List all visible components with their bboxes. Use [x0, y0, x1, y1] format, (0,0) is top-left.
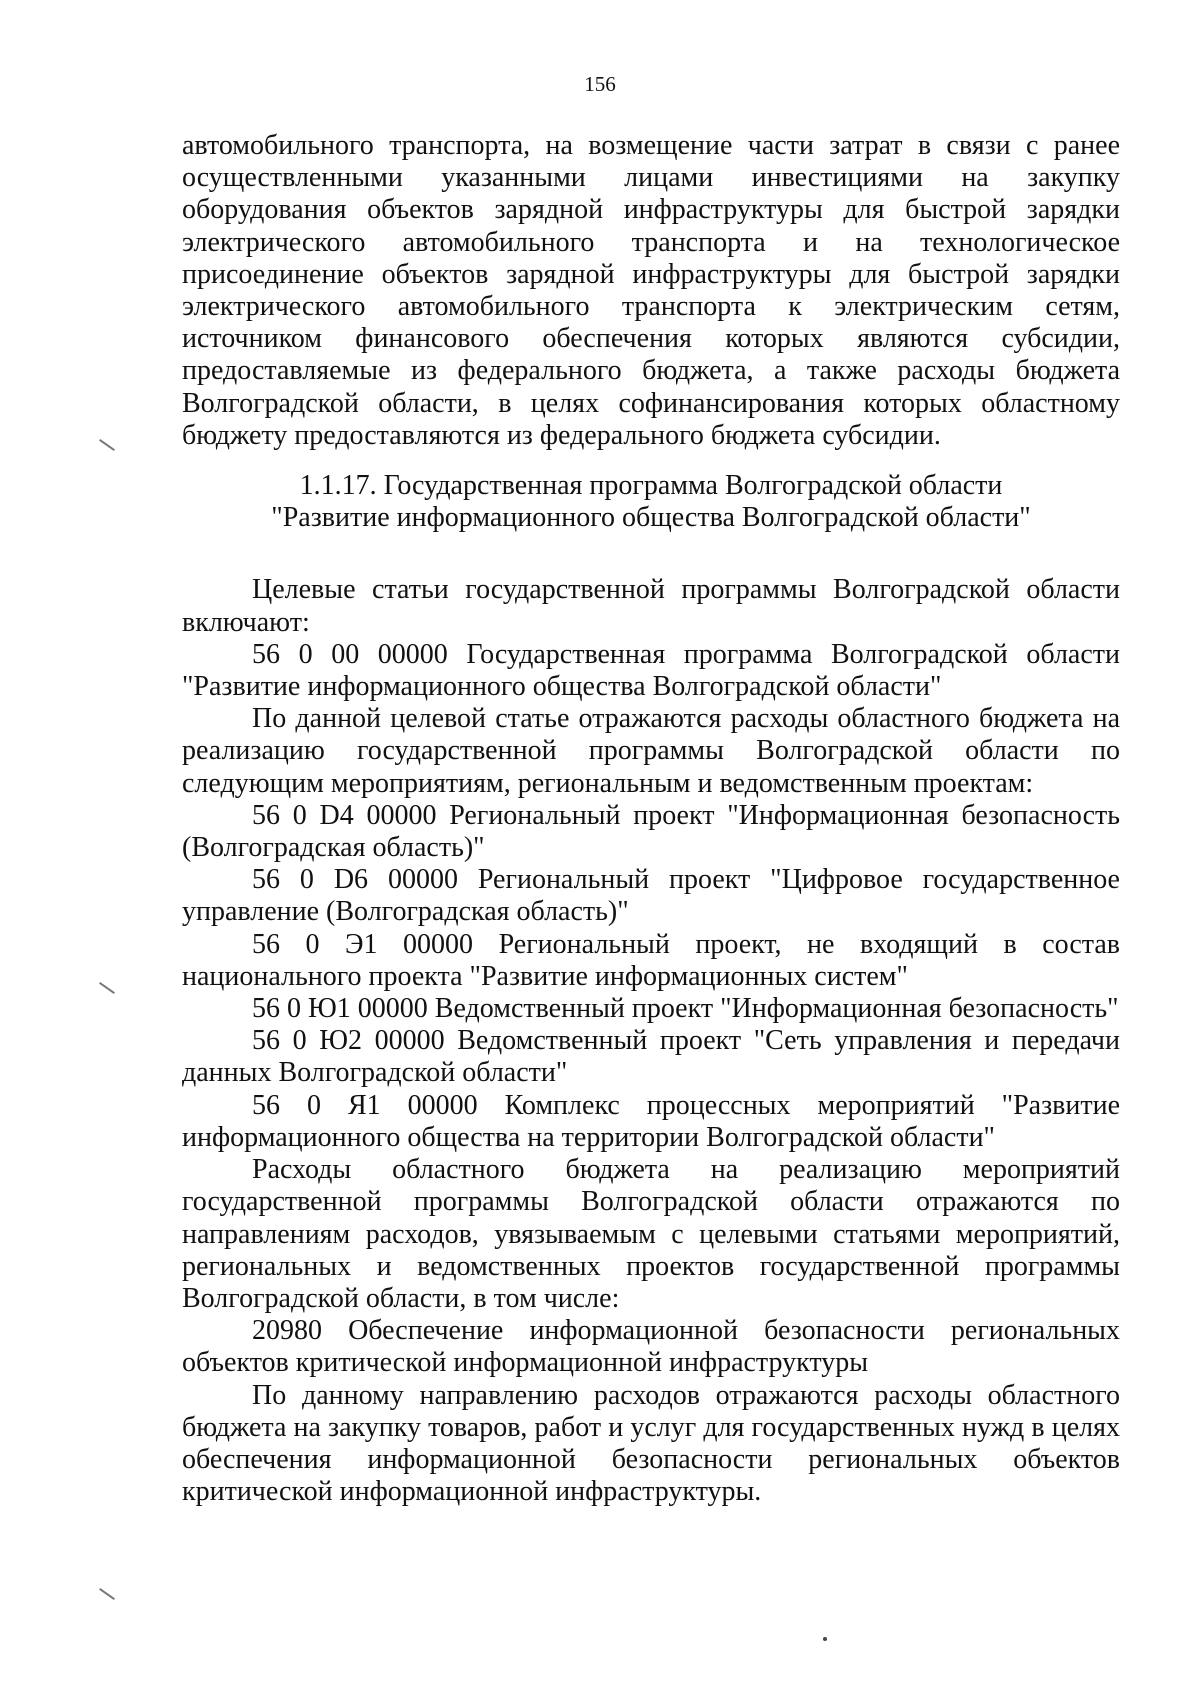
paragraph: По данной целевой статье отражаются расходы областного бюджета на реализацию государственной программы Волгоградской области по следующим мероприятиям, региональным и ведомственным проектам:: [182, 703, 1120, 799]
scan-artifact-mark: [99, 439, 115, 451]
document-body: [182, 130, 1120, 1508]
paragraph: 56 0 Ю1 00000 Ведомственный проект "Информационная безопасность": [252, 993, 1119, 1025]
paragraph: 56 0 D6 00000 Региональный проект "Цифровое государственное управление (Волгоградская область)": [182, 864, 1120, 928]
section-heading: [182, 470, 1120, 534]
paragraph: По данному направлению расходов отражаются расходы областного бюджета на закупку товаров, работ и услуг для государственных нужд в целях обеспечения информационной безопасности региональных объектов критической информационной инфраструктуры.: [182, 1379, 1120, 1508]
paragraph: 56 0 Ю2 00000 Ведомственный проект "Сеть управления и передачи данных Волгоградской области": [182, 1025, 1120, 1089]
scan-artifact-mark: [99, 1588, 115, 1600]
paragraph: 56 0 D4 00000 Региональный проект "Информационная безопасность (Волгоградская область)": [182, 799, 1120, 864]
page-number: 156: [584, 72, 616, 96]
paragraph: Целевые статьи государственной программы Волгоградской области включают:: [182, 574, 1120, 638]
paragraph: автомобильного транспорта, на возмещение части затрат в связи с ранее осуществленными указанными лицами инвестициями на закупку оборудования объектов зарядной инфраструктуры для быстрой зарядки электрического автомобильного транспорта и на технологическое присоединение объектов зарядной инфраструктуры для быстрой зарядки электрического автомобильного транспорта к электрическим сетям, источником финансового обеспечения которых являются субсидии, предоставляемые из федерального бюджета, а также расходы бюджета Волгоградской области, в целях софинансирования которых областному бюджету предоставляются из федерального бюджета субсидии.: [182, 130, 1120, 451]
section-heading-line-2: "Развитие информационного общества Волгоградской области": [271, 502, 1031, 534]
paragraph: 20980 Обеспечение информационной безопасности региональных объектов критической информационной инфраструктуры: [182, 1315, 1120, 1379]
paragraph: 56 0 Э1 00000 Региональный проект, не входящий в состав национального проекта "Развитие информационных систем": [182, 928, 1120, 992]
paragraph: Расходы областного бюджета на реализацию мероприятий государственной программы Волгоградской области отражаются по направлениям расходов, увязываемым с целевыми статьями мероприятий, региональных и ведомственных проектов государственной программы Волгоградской области, в том числе:: [182, 1154, 1120, 1314]
paragraph: 56 0 Я1 00000 Комплекс процессных мероприятий "Развитие информационного общества на территории Волгоградской области": [182, 1089, 1120, 1153]
section-heading-line-1: 1.1.17. Государственная программа Волгоградской области: [299, 470, 1003, 502]
scan-artifact-mark: [99, 982, 115, 994]
scan-artifact-dot: [823, 1637, 827, 1641]
paragraph: 56 0 00 00000 Государственная программа Волгоградской области "Развитие информационного общества Волгоградской области": [182, 638, 1120, 703]
